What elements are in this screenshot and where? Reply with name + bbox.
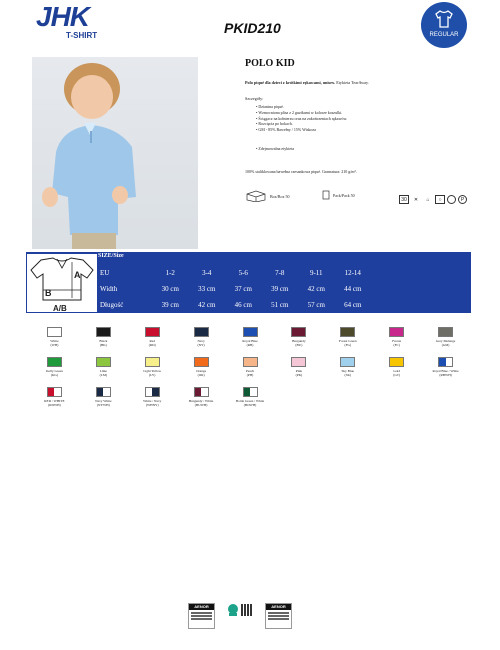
color-chip <box>47 327 62 337</box>
color-chip <box>194 327 209 337</box>
color-swatch <box>30 387 79 417</box>
color-name: Burgundy / White <box>188 399 214 403</box>
color-name: Grey Melange <box>435 339 456 343</box>
color-name: Navy <box>197 339 205 343</box>
color-code: (BUWH) <box>194 403 208 407</box>
professional-clean-icon: P <box>458 195 467 204</box>
color-name: Royal Blue / White <box>432 369 459 373</box>
box-info <box>245 190 289 202</box>
color-chip <box>389 357 404 367</box>
care-symbols <box>399 195 467 204</box>
color-swatch <box>226 387 275 417</box>
brand-name: JHK <box>36 1 90 32</box>
detail-item: • Rozcięcia po bokach. <box>256 121 347 127</box>
color-swatch <box>79 327 128 357</box>
size-row-width <box>96 281 371 297</box>
color-name: Navy White <box>95 399 112 403</box>
color-row <box>30 387 476 417</box>
color-swatch <box>323 357 372 387</box>
color-chip <box>194 357 209 367</box>
oeko-tex-badge <box>227 603 253 617</box>
color-code: (LY) <box>149 373 156 377</box>
color-chip <box>96 387 111 397</box>
oeko-tex-icon <box>227 603 239 617</box>
size-cell: 9-11 <box>309 269 323 277</box>
color-name: Kelly Green <box>46 369 63 373</box>
color-name: Red <box>149 339 155 343</box>
color-chip <box>340 327 355 337</box>
description-rest: Etykieta TearAway. <box>335 80 369 85</box>
color-code: (RDWH) <box>48 403 61 407</box>
color-name: Fucsia <box>392 339 402 343</box>
details-heading: Szczegóły: <box>245 96 264 101</box>
color-chip <box>438 327 453 337</box>
color-code: (NY) <box>197 343 205 347</box>
color-code: (PK) <box>295 373 303 377</box>
color-chip <box>389 327 404 337</box>
color-chip <box>243 357 258 367</box>
product-title: POLO KID <box>245 58 295 69</box>
fabric-composition: 100% staliklowana bawełna czesankowa piqué. Gramatura: 210 g/m². <box>245 169 357 174</box>
color-name: RED / WHITE <box>44 399 65 403</box>
color-code: (KG) <box>50 373 59 377</box>
color-swatch <box>372 327 421 357</box>
color-chip <box>291 327 306 337</box>
color-swatch <box>30 327 79 357</box>
size-cell: 64 cm <box>344 301 362 309</box>
color-chip <box>194 387 209 397</box>
size-cell: 30 cm <box>161 285 179 293</box>
color-chip <box>145 387 160 397</box>
aenor-certificate <box>188 603 215 629</box>
size-cell: 57 cm <box>307 301 325 309</box>
color-code: (BK) <box>99 343 107 347</box>
dimension-ab-label: A/B <box>53 304 67 312</box>
size-table <box>96 265 371 313</box>
description-bold: Polo piqué dla dzieci z krótkimi rękawami, unisex. <box>245 80 336 85</box>
color-name: Black <box>99 339 108 343</box>
color-swatch <box>177 327 226 357</box>
detail-item: • Ściągacz na kołnierzu oraz na zakończeniach rękawów. <box>256 116 347 122</box>
color-chip <box>145 357 160 367</box>
color-name: Light Yellow <box>143 369 162 373</box>
product-description <box>245 80 465 85</box>
color-chip <box>340 357 355 367</box>
size-cell: 44 cm <box>344 285 362 293</box>
color-code: (GT) <box>393 373 401 377</box>
detail-item: • Dzianina piqué. <box>256 104 347 110</box>
tshirt-icon <box>434 10 454 28</box>
size-cell: 12-14 <box>344 269 361 277</box>
color-chip <box>243 327 258 337</box>
brand-logo <box>36 1 116 40</box>
color-name: Orange <box>196 369 207 373</box>
size-cell: 39 cm <box>161 301 179 309</box>
color-code: (RB) <box>246 343 254 347</box>
color-code: (NYWH) <box>96 403 110 407</box>
color-name: Bottle Green / White <box>235 399 265 403</box>
size-cell: 51 cm <box>271 301 289 309</box>
color-code: (SK) <box>344 373 352 377</box>
color-swatch <box>30 357 79 387</box>
size-cell: 33 cm <box>198 285 216 293</box>
size-cell: 1-2 <box>165 269 175 277</box>
color-swatch <box>128 387 177 417</box>
no-bleach-icon: ✕ <box>413 196 419 203</box>
row-label: EU <box>100 269 110 277</box>
color-swatch <box>421 357 470 387</box>
color-swatch <box>177 357 226 387</box>
color-code: (OR) <box>197 373 205 377</box>
color-code: (FG) <box>344 343 352 347</box>
box-icon <box>245 190 267 202</box>
color-code: (RD) <box>148 343 156 347</box>
qr-code-icon <box>241 604 253 616</box>
color-swatch <box>79 357 128 387</box>
color-swatch <box>128 327 177 357</box>
color-swatch <box>79 387 128 417</box>
color-code: (WHNY) <box>145 403 159 407</box>
color-name: Royal Blue <box>242 339 258 343</box>
color-name: Gold <box>393 369 401 373</box>
aenor-certificate <box>265 603 292 629</box>
detail-item: • Wzmocniona plisa z 2 guzikami w kolorze koszulki. <box>256 110 347 116</box>
color-swatch <box>323 327 372 357</box>
color-swatch <box>274 327 323 357</box>
row-label: Długość <box>100 301 124 309</box>
pack-info <box>322 190 355 200</box>
dimension-b-label: B <box>45 288 52 298</box>
size-cell: 37 cm <box>234 285 252 293</box>
size-row-length <box>96 297 371 313</box>
color-name: White <box>50 339 59 343</box>
color-swatches <box>30 327 476 417</box>
color-row <box>30 327 476 357</box>
color-swatch <box>372 357 421 387</box>
color-code: (LM) <box>99 373 108 377</box>
color-swatch <box>226 357 275 387</box>
certifications <box>188 603 292 629</box>
color-swatch <box>274 357 323 387</box>
dimension-a-label: A <box>74 270 81 280</box>
color-name: Forest Green <box>338 339 357 343</box>
size-row-eu <box>96 265 371 281</box>
size-cell: 5-6 <box>238 269 248 277</box>
row-label: Width <box>100 285 118 293</box>
color-chip <box>47 387 62 397</box>
color-name: Burgundy <box>292 339 306 343</box>
polo-outline-icon <box>27 254 97 312</box>
box-label: Box/Box 50 <box>270 193 290 199</box>
detail-item: • GM - 85% Bawełny / 15% Wiskoza <box>256 127 347 133</box>
color-row <box>30 357 476 387</box>
aenor-label: AENOR <box>189 604 214 610</box>
dry-clean-icon: ○ <box>435 195 445 204</box>
color-swatch <box>421 327 470 357</box>
color-swatch <box>128 357 177 387</box>
color-chip <box>438 357 453 367</box>
fit-badge <box>421 2 467 48</box>
color-chip <box>96 327 111 337</box>
size-cell: 42 cm <box>307 285 325 293</box>
color-code: (WH) <box>50 343 59 347</box>
color-code: (FC) <box>393 343 400 347</box>
iron-low-icon: ⌂ <box>426 196 430 203</box>
size-cell: 42 cm <box>198 301 216 309</box>
color-name: Sky Blue <box>341 369 355 373</box>
size-cell: 3-4 <box>202 269 212 277</box>
color-name: Peach <box>245 369 255 373</box>
color-chip <box>47 357 62 367</box>
color-code: (GM) <box>441 343 450 347</box>
color-code: (BOWH) <box>243 403 257 407</box>
pack-icon <box>322 190 330 200</box>
aenor-label: AENOR <box>266 604 291 610</box>
color-swatch <box>177 387 226 417</box>
color-chip <box>243 387 258 397</box>
color-code: (PH) <box>246 373 254 377</box>
color-swatch <box>226 327 275 357</box>
color-code: (RBWH) <box>439 373 452 377</box>
color-code: (BU) <box>295 343 303 347</box>
size-diagram <box>27 254 97 312</box>
color-chip <box>291 357 306 367</box>
fit-badge-label: REGULAR <box>429 32 459 38</box>
color-name: Lime <box>99 369 107 373</box>
details-list <box>256 104 347 133</box>
size-chart-heading: SIZE/Size <box>98 253 124 259</box>
color-chip <box>145 327 160 337</box>
size-cell: 7-8 <box>275 269 285 277</box>
product-photo <box>32 57 198 249</box>
size-chart <box>26 252 471 313</box>
size-cell: 39 cm <box>271 285 289 293</box>
child-polo-image <box>32 57 198 249</box>
color-name: White / Navy <box>143 399 162 403</box>
wash-30-icon: 30 <box>399 195 409 204</box>
color-chip <box>96 357 111 367</box>
product-sku: PKID210 <box>224 20 281 36</box>
pack-label: Pack/Pack 50 <box>333 192 355 198</box>
color-name: Pink <box>295 369 302 373</box>
size-cell: 46 cm <box>234 301 252 309</box>
label-note: • Zdejmowalna etykieta <box>256 146 294 151</box>
brand-subtitle: T-SHIRT <box>66 31 98 40</box>
tumble-dry-icon <box>447 195 456 204</box>
